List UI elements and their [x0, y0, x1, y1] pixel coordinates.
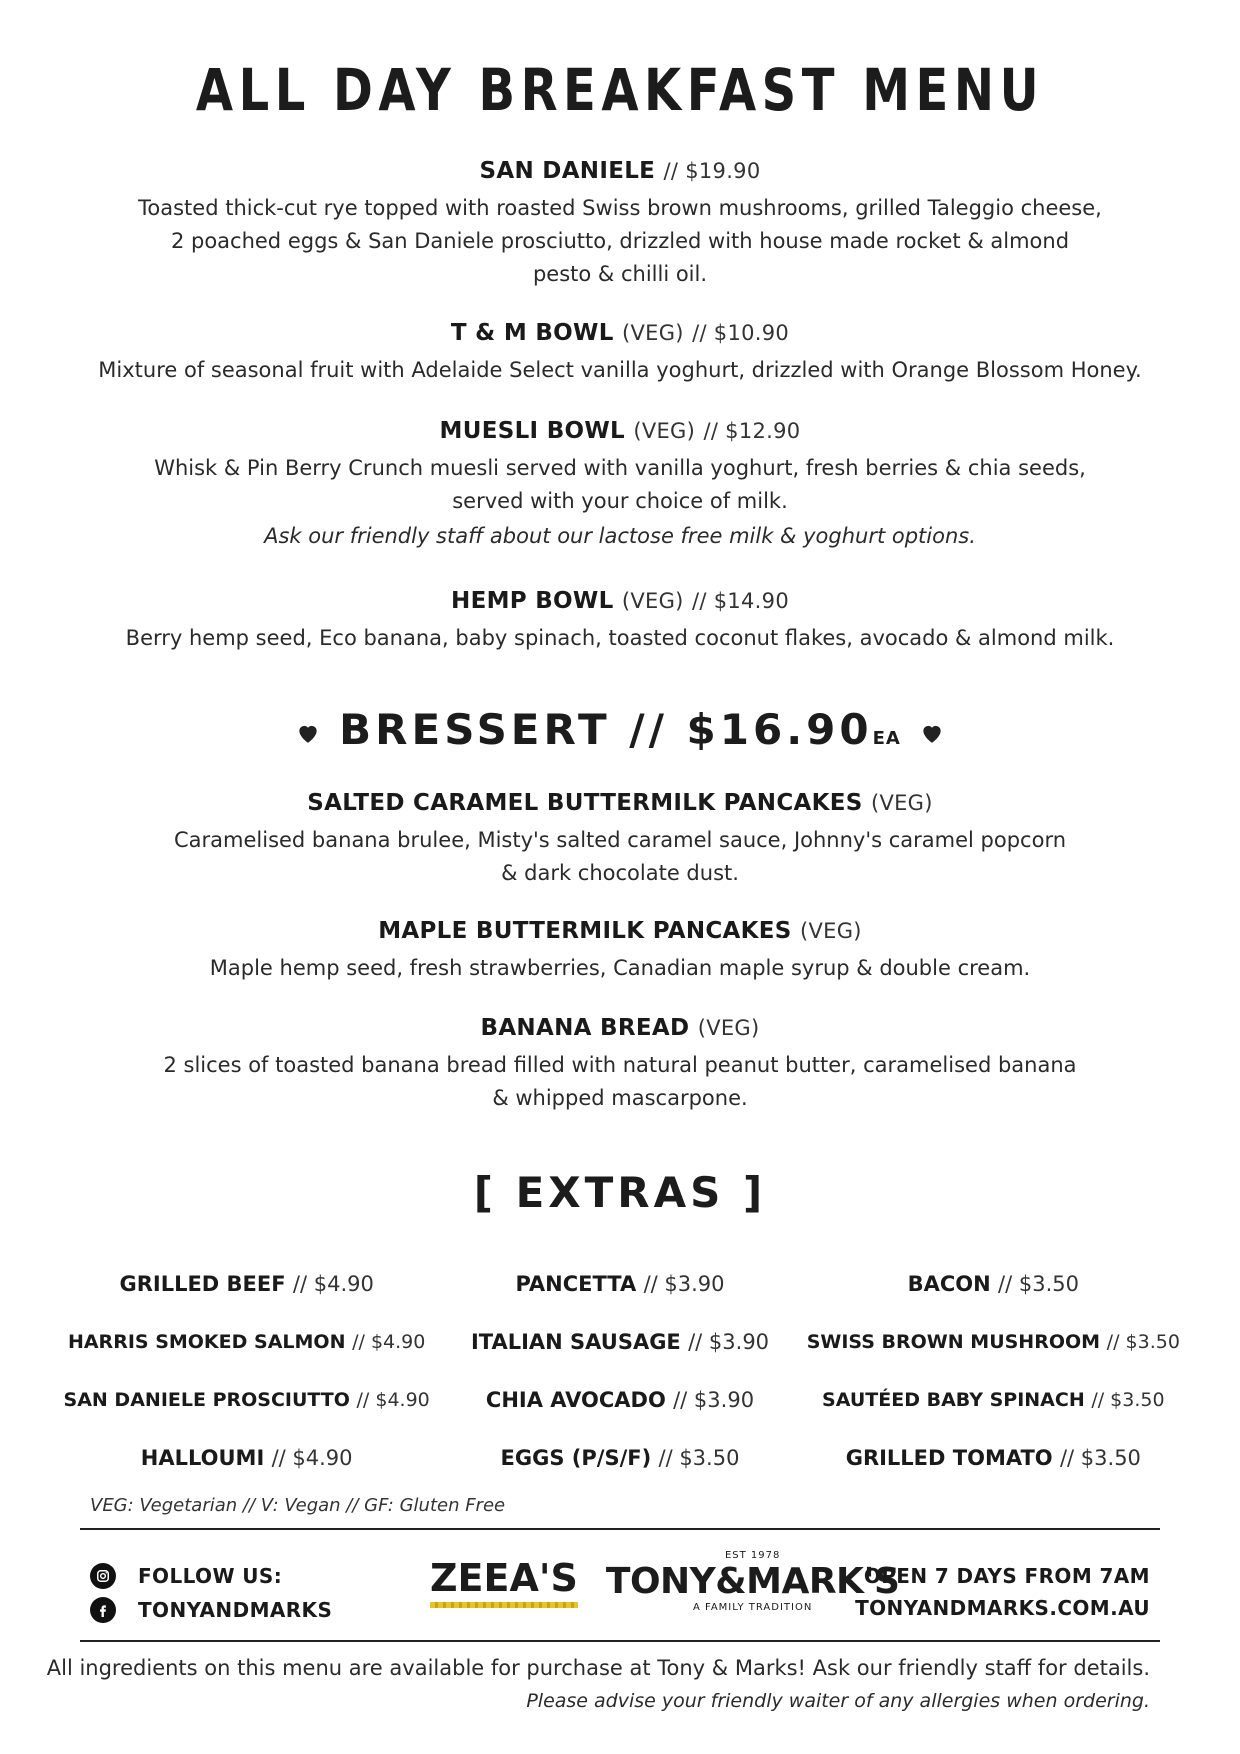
- menu-item: [80, 588, 1160, 655]
- desc-line: Toasted thick-cut rye topped with roasted Swiss brown mushrooms, grilled Taleggio cheese,: [138, 196, 1102, 220]
- extra-name: HARRIS SMOKED SALMON: [67, 1331, 346, 1353]
- logo-est: EST 1978: [724, 1550, 781, 1561]
- extra-item: [60, 1389, 433, 1411]
- menu-item: [80, 320, 1160, 387]
- extra-name: GRILLED TOMATO: [845, 1446, 1053, 1470]
- logo-underline: [430, 1602, 578, 1608]
- website-link[interactable]: TONYANDMARKS.COM.AU: [855, 1596, 1150, 1620]
- item-name: MUESLI BOWL: [439, 418, 626, 444]
- desc-line: Maple hemp seed, fresh strawberries, Canadian maple syrup & double cream.: [209, 956, 1031, 980]
- zeeas-logo-text: ZEEA'S: [430, 1555, 578, 1600]
- item-tag: (VEG): [633, 419, 696, 443]
- item-name: T & M BOWL: [450, 320, 614, 346]
- menu-item: [80, 918, 1160, 985]
- menu-item: [80, 1015, 1160, 1115]
- desc-line: 2 slices of toasted banana bread filled with natural peanut butter, caramelised banana: [163, 1053, 1077, 1077]
- item-description: [80, 622, 1160, 655]
- desc-line: 2 poached eggs & San Daniele prosciutto, drizzled with house made rocket & almond: [170, 229, 1070, 253]
- extra-name: CHIA AVOCADO: [485, 1388, 666, 1412]
- heart-icon: [295, 720, 321, 746]
- extra-name: SAUTÉED BABY SPINACH: [822, 1389, 1085, 1411]
- follow-label: FOLLOW US:: [138, 1564, 283, 1588]
- extra-price: // $3.50: [998, 1272, 1079, 1296]
- desc-line: Berry hemp seed, Eco banana, baby spinach, toasted coconut flakes, avocado & almond milk.: [125, 626, 1115, 650]
- extra-price: // $4.90: [271, 1446, 353, 1470]
- item-price: // $19.90: [663, 159, 761, 183]
- extra-price: // $3.50: [658, 1446, 740, 1470]
- extra-price: // $3.90: [673, 1388, 755, 1412]
- hours-block: [855, 1560, 1150, 1624]
- extra-item: [807, 1446, 1180, 1470]
- extra-name: PANCETTA: [515, 1272, 637, 1296]
- item-name-line: [80, 158, 1160, 184]
- item-tag: (VEG): [621, 321, 684, 345]
- extra-price: // $3.90: [643, 1272, 725, 1296]
- opening-hours: OPEN 7 DAYS FROM 7AM: [863, 1564, 1150, 1588]
- item-tag: (VEG): [799, 919, 862, 943]
- social-block: [90, 1560, 332, 1626]
- item-name-line: [80, 418, 1160, 444]
- menu-item: [80, 158, 1160, 291]
- extra-item: [433, 1272, 806, 1296]
- item-description: [80, 452, 1160, 518]
- item-name-line: [80, 918, 1160, 944]
- desc-line: Mixture of seasonal fruit with Adelaide Select vanilla yoghurt, drizzled with Orange Blossom Honey.: [98, 358, 1142, 382]
- page-title: ALL DAY BREAKFAST MENU: [195, 56, 1045, 124]
- extra-name: EGGS (P/S/F): [500, 1446, 652, 1470]
- diet-legend: VEG: Vegetarian // V: Vegan // GF: Gluten Free: [90, 1495, 506, 1516]
- extra-price: // $4.90: [356, 1389, 430, 1411]
- item-name-line: [80, 790, 1160, 816]
- item-description: [80, 354, 1160, 387]
- item-note: Ask our friendly staff about our lactose free milk & yoghurt options.: [264, 524, 976, 548]
- extra-price: // $3.50: [1091, 1389, 1165, 1411]
- item-price: // $14.90: [691, 589, 789, 613]
- bressert-title: BRESSERT // $16.90: [339, 705, 873, 754]
- extra-price: // $4.90: [292, 1272, 374, 1296]
- desc-line: served with your choice of milk.: [452, 489, 788, 513]
- menu-item: [80, 418, 1160, 548]
- item-description: [80, 192, 1160, 291]
- item-price: // $12.90: [703, 419, 801, 443]
- item-name: BANANA BREAD: [480, 1015, 690, 1041]
- bressert-suffix: EA: [872, 728, 901, 749]
- extras-row: [60, 1429, 1180, 1487]
- item-name-line: [80, 320, 1160, 346]
- item-name: MAPLE BUTTERMILK PANCAKES: [378, 918, 792, 944]
- extra-item: [807, 1331, 1180, 1353]
- instagram-row[interactable]: [90, 1560, 332, 1592]
- extras-row: [60, 1255, 1180, 1313]
- extra-price: // $4.90: [352, 1331, 426, 1353]
- ingredients-note: All ingredients on this menu are available for purchase at Tony & Marks! Ask our friendly staff for details.: [46, 1656, 1150, 1680]
- extra-item: [807, 1272, 1180, 1296]
- zeeas-logo: [430, 1556, 578, 1608]
- divider: [80, 1528, 1160, 1530]
- item-name: SALTED CARAMEL BUTTERMILK PANCAKES: [307, 790, 863, 816]
- extra-name: BACON: [907, 1272, 991, 1296]
- desc-line: pesto & chilli oil.: [532, 262, 708, 286]
- logo-name: TONY&MARK'S: [605, 1561, 900, 1602]
- extra-item: [433, 1330, 806, 1354]
- extra-item: [60, 1272, 433, 1296]
- extras-heading: [ EXTRAS ]: [473, 1168, 767, 1217]
- extra-item: [433, 1388, 806, 1412]
- item-name: SAN DANIELE: [479, 158, 656, 184]
- extra-item: [60, 1446, 433, 1470]
- instagram-icon[interactable]: [90, 1563, 116, 1589]
- desc-line: & whipped mascarpone.: [492, 1086, 748, 1110]
- facebook-row[interactable]: [90, 1594, 332, 1626]
- bressert-heading: [0, 705, 1240, 754]
- extras-row: [60, 1371, 1180, 1429]
- item-price: // $10.90: [692, 321, 790, 345]
- extra-price: // $3.50: [1106, 1331, 1180, 1353]
- extras-row: [60, 1313, 1180, 1371]
- allergy-note: Please advise your friendly waiter of any allergies when ordering.: [526, 1690, 1150, 1712]
- brand-logos: [430, 1550, 899, 1613]
- extra-name: GRILLED BEEF: [119, 1272, 286, 1296]
- desc-line: & dark chocolate dust.: [501, 861, 739, 885]
- extra-item: [433, 1446, 806, 1470]
- item-description: [80, 824, 1160, 890]
- item-description: [80, 1049, 1160, 1115]
- social-handle[interactable]: TONYANDMARKS: [138, 1598, 333, 1622]
- item-name: HEMP BOWL: [451, 588, 614, 614]
- item-tag: (VEG): [870, 791, 933, 815]
- extra-price: // $3.90: [688, 1330, 770, 1354]
- extra-item: [807, 1389, 1180, 1411]
- extra-item: [60, 1331, 433, 1353]
- item-description: [80, 952, 1160, 985]
- extra-price: // $3.50: [1059, 1446, 1141, 1470]
- item-name-line: [80, 1015, 1160, 1041]
- desc-line: Whisk & Pin Berry Crunch muesli served with vanilla yoghurt, fresh berries & chia seeds,: [154, 456, 1086, 480]
- extra-name: ITALIAN SAUSAGE: [470, 1330, 681, 1354]
- facebook-icon[interactable]: [90, 1597, 116, 1623]
- item-tag: (VEG): [621, 589, 684, 613]
- logo-tagline: A FAMILY TRADITION: [692, 1602, 813, 1613]
- divider: [80, 1640, 1160, 1642]
- item-name-line: [80, 588, 1160, 614]
- extra-name: HALLOUMI: [140, 1446, 265, 1470]
- item-tag: (VEG): [697, 1016, 760, 1040]
- menu-item: [80, 790, 1160, 890]
- heart-icon: [919, 720, 945, 746]
- desc-line: Caramelised banana brulee, Misty's salted caramel sauce, Johnny's caramel popcorn: [173, 828, 1067, 852]
- extra-name: SWISS BROWN MUSHROOM: [806, 1331, 1101, 1353]
- extras-grid: [60, 1255, 1180, 1487]
- extra-name: SAN DANIELE PROSCIUTTO: [63, 1389, 350, 1411]
